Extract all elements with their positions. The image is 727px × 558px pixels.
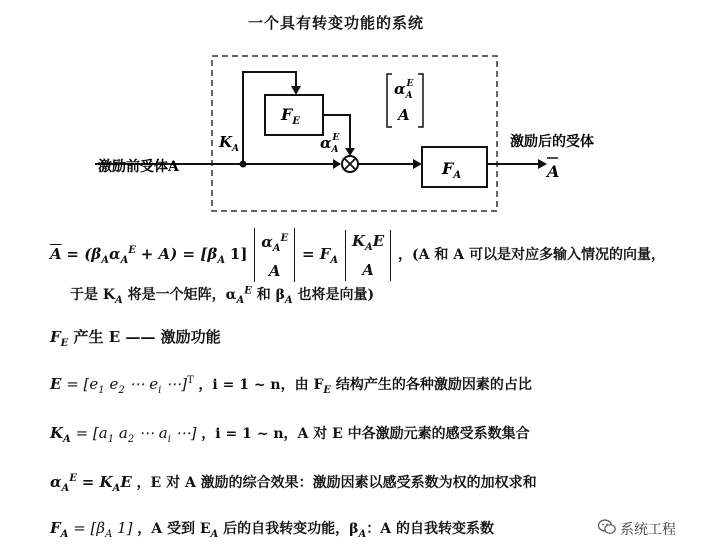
block-fe-label: $F_E$: [281, 105, 300, 127]
arrow-into-fe: [291, 86, 301, 95]
fa-definition: $F_A = [\beta_A$ 1] ，A 受到 $E_A$ 后的自我转变功能，$\beta_A$：A 的自我转变系数: [50, 519, 494, 540]
wechat-icon: [598, 519, 616, 539]
vector-bracket-right: [418, 74, 423, 127]
eq1-note: ，(A 和 A 可以是对应多输入情况的向量，: [398, 247, 665, 263]
k-label: $K_A$: [219, 133, 240, 154]
eq1-lhs: $\overline{A}$: [50, 245, 62, 263]
vector-top: $\alpha_AE$: [394, 79, 414, 101]
block-fa-label: $F_A$: [442, 159, 462, 181]
watermark: [598, 519, 676, 539]
input-label: 激励前受体A: [98, 159, 179, 175]
eq1-vector: $\alpha_A^E$ A: [254, 228, 295, 282]
output-label: 激励后的受体: [510, 134, 594, 150]
equation-1: $\overline{A} = (\beta_A\alpha_A^E + A) = [\beta_A$ 1] $\alpha_A^E$ $A = F_A$ $K_AE$ A ，(A 和 A 可以是对应多输入情况的向量，: [50, 228, 665, 282]
arrow-into-sum-top: [345, 148, 355, 156]
alpha-definition: $\alpha_A^E = K_AE$ ，E 对 A 激励的综合效果：激励因素以感受系数为权的加权求和: [50, 473, 537, 494]
arrow-into-fa: [413, 159, 422, 169]
fe-block: [265, 95, 323, 135]
k-definition: $K_A = [a_1$ $a_2$ ⋯ $a_i$ ⋯] ，i = 1 ~ n，A 对 E 中各激励元素的感受系数集合: [50, 424, 530, 445]
block-diagram: [0, 0, 727, 215]
arrow-output: [538, 159, 547, 169]
alpha-label: $\alpha_AE$: [320, 133, 340, 155]
fa-block: [422, 147, 487, 187]
e-definition: $E = [e_1$ $e_2$ ⋯ $e_i$ ⋯]$^T$ ，i = 1 ~ n，由 $F_E$ 结构产生的各种激励因素的占比: [50, 375, 532, 396]
arrow-into-sum-left: [333, 159, 341, 169]
diagram-title: 一个具有转变功能的系统: [248, 14, 425, 32]
eq1-matrix: $K_AE$ A: [345, 230, 391, 281]
fe-definition: $F_E$ 产生 E —— 激励功能: [50, 328, 221, 349]
vector-bracket-left: [387, 74, 392, 127]
vector-bottom: A: [398, 106, 410, 124]
equation-1-continued: 于是 $K_A$ 将是一个矩阵，$\alpha_A^E$ 和 $\beta_A$ 也将是向量): [70, 285, 375, 306]
output-symbol: A: [547, 162, 560, 181]
watermark-text: 系统工程: [620, 522, 676, 538]
